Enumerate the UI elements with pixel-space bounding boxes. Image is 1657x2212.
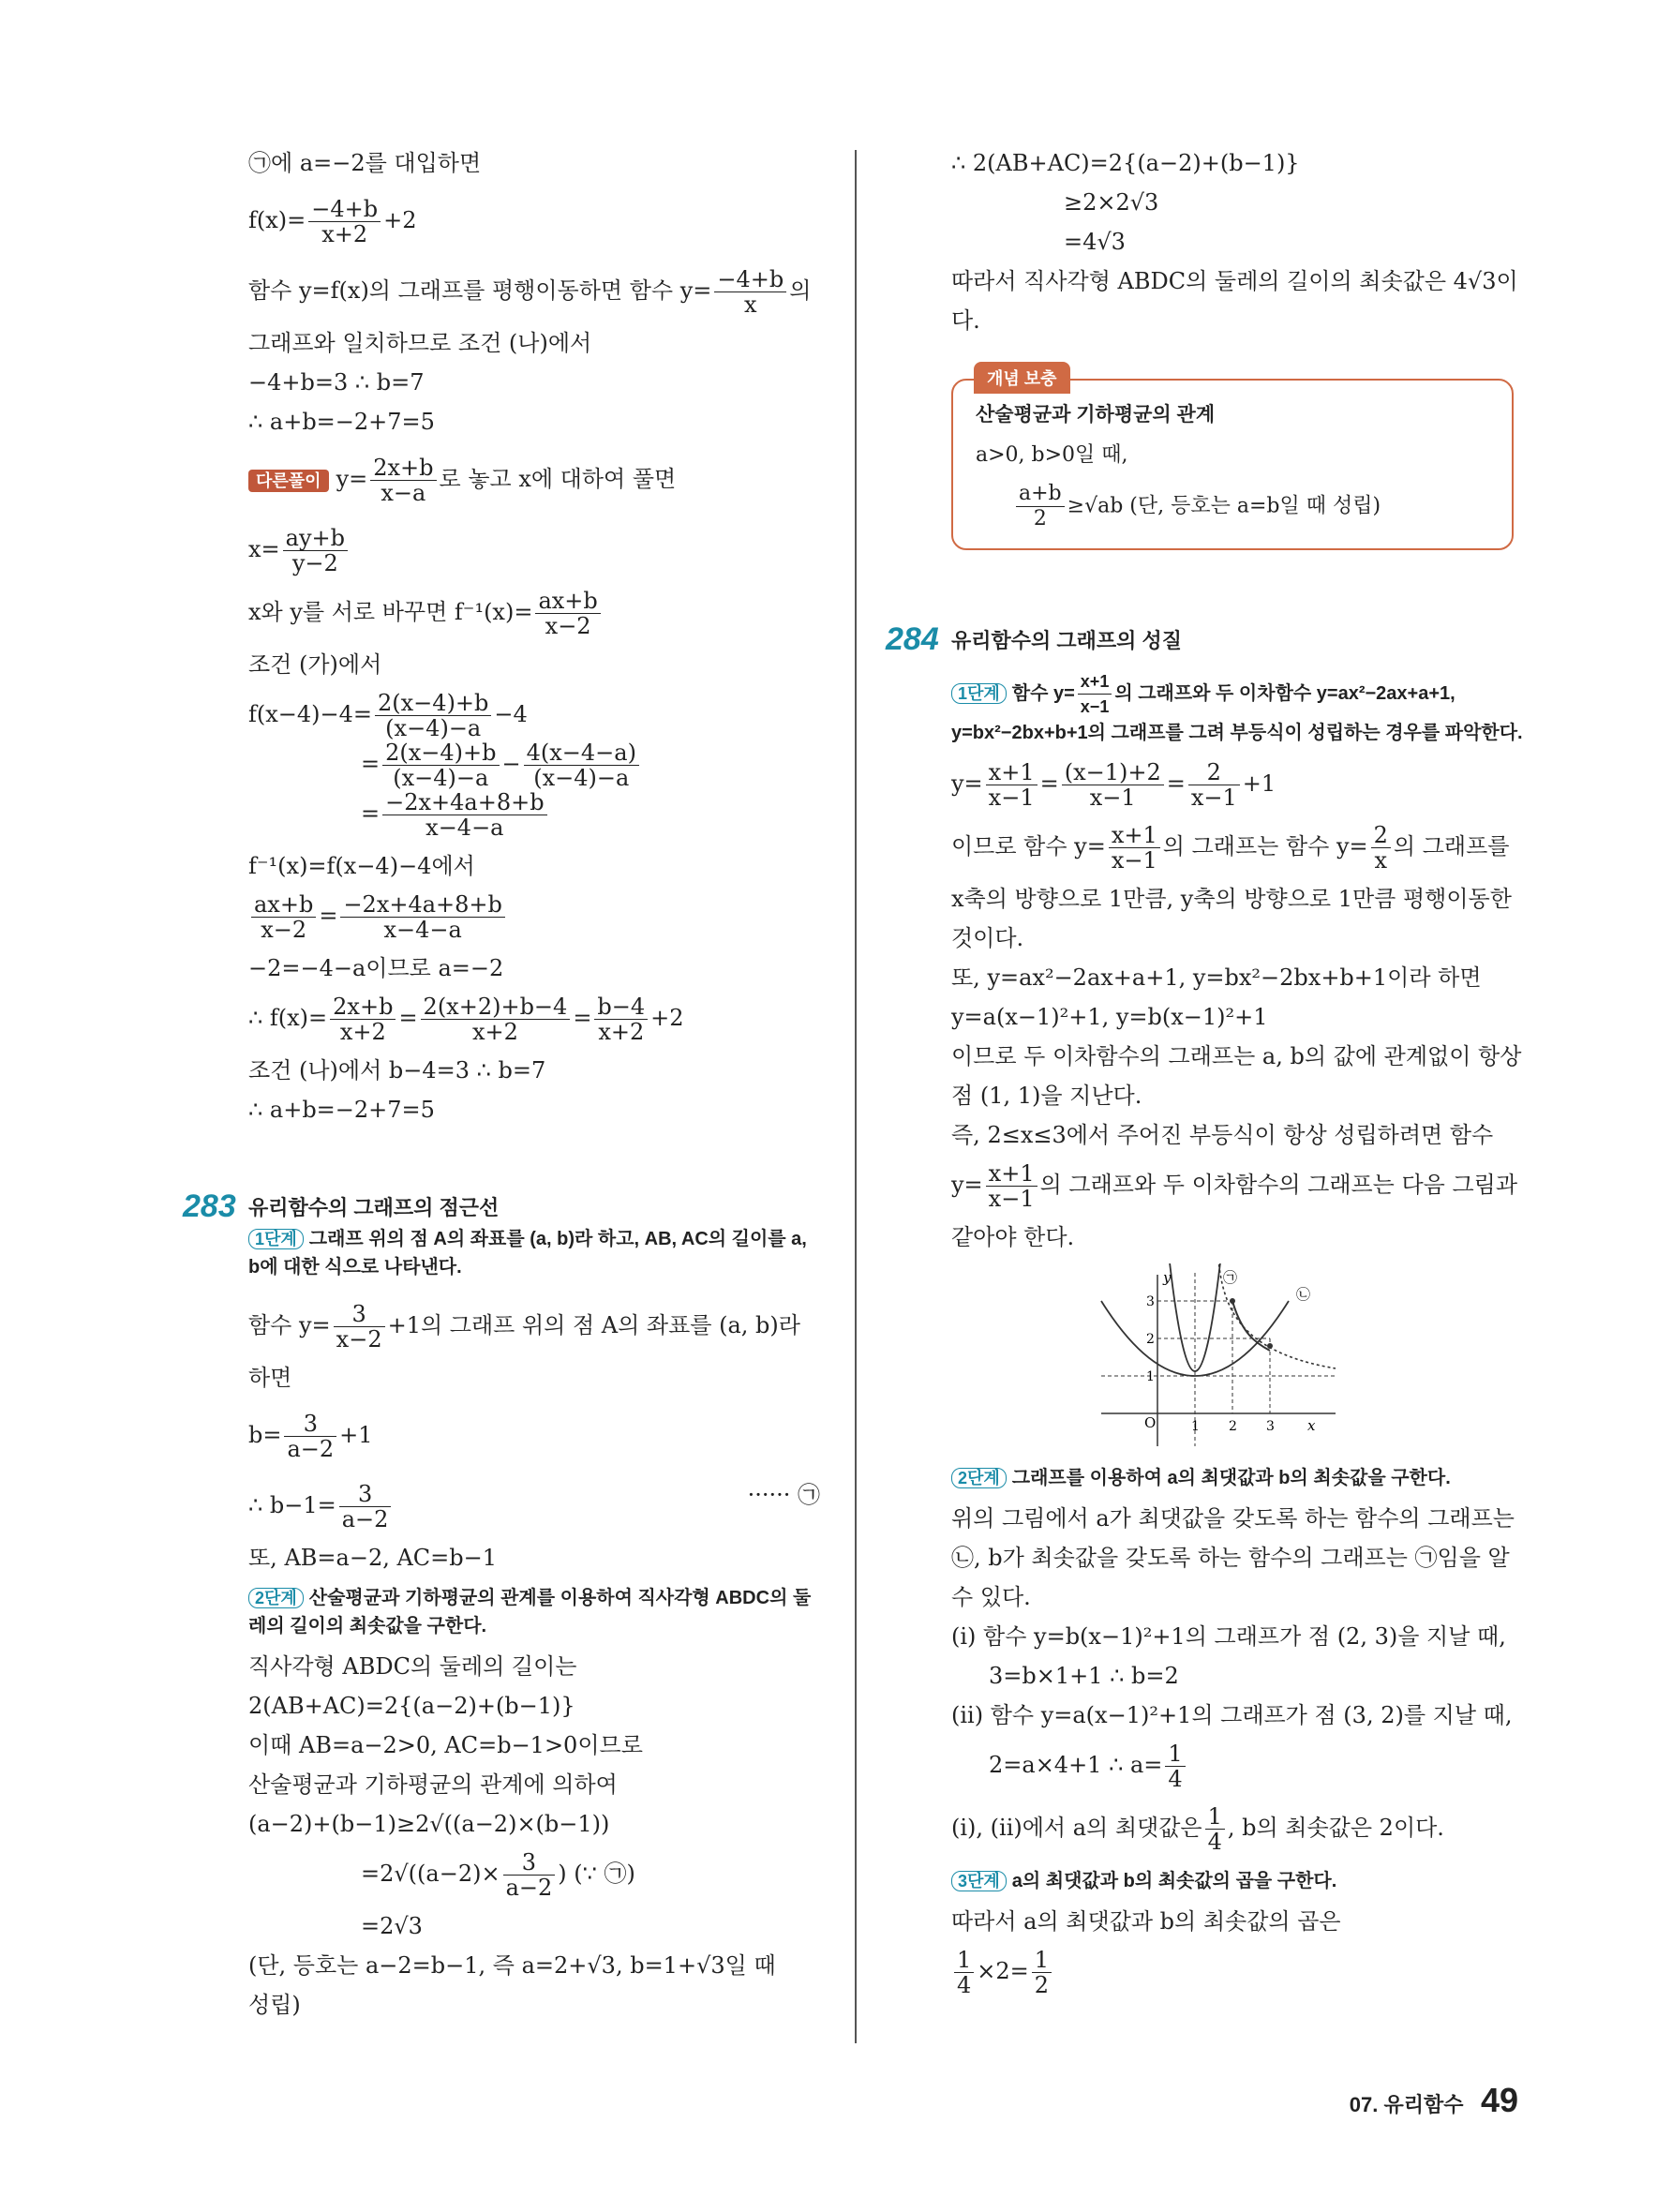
- equation: ∴ f(x)= $\frac{2x+b}{x+2}$ = $\frac{2(x+2)+b-4}{x+2}$ = $\frac{b-4}{x+2}$ +2: [248, 994, 684, 1045]
- equation: −4+b=3 ∴ b=7: [248, 369, 425, 396]
- x-axis-label: x: [1307, 1417, 1316, 1434]
- step-badge: 1단계: [248, 1229, 304, 1249]
- equation: ∴ b−1= $\frac{3}{a-2}$ ······ ㉠: [248, 1481, 820, 1532]
- tick-label: 3: [1146, 1294, 1155, 1309]
- equation: 조건 (나)에서 b−4=3 ∴ b=7: [248, 1057, 546, 1084]
- fraction: $\frac{(x-1)+2}{x-1}$: [1062, 760, 1164, 810]
- text-line: 위의 그림에서 a가 최댓값을 갖도록 하는 함수의 그래프는: [951, 1505, 1515, 1532]
- curve-label: ㉠: [1223, 1269, 1238, 1286]
- step-badge: 2단계: [951, 1468, 1007, 1488]
- fraction: $\frac{2}{x}$: [1371, 823, 1391, 873]
- concept-box: [951, 369, 1514, 550]
- text-line: 함수 y= $\frac{3}{x-2}$ +1의 그래프 위의 점 A의 좌표를 (a, b)라: [248, 1301, 800, 1353]
- equation: =2√((a−2)× $\frac{3}{a-2}$ ) (∵ ㉠): [361, 1849, 635, 1901]
- curve-label: ㉡: [1296, 1286, 1311, 1303]
- fraction: $\frac{2x+b}{x-a}$: [370, 456, 436, 505]
- fraction: $\frac{2}{x-1}$: [1188, 760, 1240, 810]
- equation: f⁻¹(x)=f(x−4)−4에서: [248, 853, 475, 879]
- fraction: $\frac{3}{x-2}$: [334, 1302, 385, 1352]
- equation: =4√3: [1064, 229, 1126, 255]
- fraction: $\frac{-4+b}{x+2}$: [308, 197, 381, 247]
- fraction: $\frac{x+1}{x-1}$: [986, 760, 1037, 810]
- fraction: $\frac{3}{a-2}$: [284, 1412, 336, 1461]
- equation: = $\frac{-2x+4a+8+b}{x-4-a}$: [248, 790, 820, 840]
- left-column: [183, 150, 820, 2018]
- equation: 2(AB+AC)=2{(a−2)+(b−1)}: [248, 1693, 575, 1719]
- fraction: $\frac{x+1}{x-1}$: [1109, 823, 1160, 873]
- problem-header-283: [183, 1188, 820, 1225]
- fraction: $\frac{ax+b}{x-2}$: [535, 589, 600, 638]
- equation: (a−2)+(b−1)≥2√((a−2)×(b−1)): [248, 1811, 610, 1837]
- equation: =2√3: [361, 1913, 423, 1939]
- equation: $\frac{ax+b}{x-2}$ = $\frac{-2x+4a+8+b}{x-4-a}$: [248, 892, 820, 942]
- alt-solution-badge: 다른풀이: [248, 470, 329, 492]
- tick-label: 3: [1266, 1419, 1275, 1434]
- fraction: $\frac{3}{a-2}$: [503, 1850, 556, 1900]
- tick-label: 1: [1191, 1419, 1200, 1434]
- tick-label: 2: [1146, 1332, 1155, 1347]
- fraction: $\frac{-2x+4a+8+b}{x-4-a}$: [382, 790, 546, 840]
- text-line: y= $\frac{x+1}{x-1}$ 의 그래프와 두 이차함수의 그래프는 다음 그림과: [951, 1160, 1518, 1212]
- fraction: $\frac{a+b}{2}$: [1016, 482, 1065, 531]
- fraction: $\frac{ay+b}{y-2}$: [283, 526, 348, 575]
- step-3: 3단계 a의 최댓값과 b의 최솟값의 곱을 구한다.: [951, 1867, 1532, 1895]
- text-line: 그래프와 일치하므로 조건 (나)에서: [248, 330, 592, 356]
- y-axis-label: y: [1163, 1269, 1172, 1286]
- text-line: (ii) 함수 y=a(x−1)²+1의 그래프가 점 (3, 2)를 지날 때,: [951, 1702, 1513, 1728]
- fraction: $\frac{1}{4}$: [1205, 1804, 1225, 1854]
- text-line: (i) 함수 y=b(x−1)²+1의 그래프가 점 (2, 3)을 지날 때,: [951, 1623, 1506, 1650]
- problem-number: 284: [886, 621, 939, 657]
- fraction: $\frac{x+1}{x-1}$: [1078, 669, 1112, 719]
- fraction: $\frac{b-4}{x+2}$: [594, 994, 648, 1044]
- concept-tab: 개념 보충: [974, 362, 1070, 394]
- text-line: 조건 (가)에서: [248, 651, 382, 678]
- page-number: 49: [1480, 2081, 1518, 2119]
- fraction: $\frac{2(x-4)+b}{(x-4)-a}$: [375, 691, 491, 740]
- point: [1267, 1343, 1273, 1349]
- chapter-label: 07. 유리함수: [1349, 2093, 1464, 2116]
- equation: 2=a×4+1 ∴ a= $\frac{1}{4}$: [951, 1741, 1532, 1791]
- fraction: $\frac{2x+b}{x+2}$: [330, 994, 396, 1044]
- step-1: 1단계 함수 y= $\frac{x+1}{x-1}$ 의 그래프와 두 이차함수 y=ax²−2ax+a+1, y=bx²−2bx+b+1의 그래프를 그려 부등식이 성립하는 경우를 파악한다.: [951, 669, 1532, 747]
- equation: = $\frac{2(x-4)+b}{(x-4)-a}$ − $\frac{4(x-4-a)}{(x-4)-a}$: [248, 740, 820, 790]
- text-line: 하면: [248, 1365, 292, 1391]
- text-line: 산술평균과 기하평균의 관계에 의하여: [248, 1771, 618, 1798]
- hyperbola-curve: [1232, 1301, 1270, 1351]
- equation: ∴ a+b=−2+7=5: [248, 409, 435, 435]
- step-badge: 3단계: [951, 1871, 1007, 1891]
- text-line: 수 있다.: [951, 1584, 1031, 1610]
- equation: y= $\frac{x+1}{x-1}$ = $\frac{(x-1)+2}{x-1}$ = $\frac{2}{x-1}$ +1: [951, 759, 1276, 811]
- alt-solution-line: 다른풀이 y= $\frac{2x+b}{x-a}$ 로 놓고 x에 대하여 풀면: [248, 456, 820, 505]
- equation: $\frac{1}{4}$ ×2= $\frac{1}{2}$: [951, 1948, 1532, 1997]
- text-line: (i), (ii)에서 a의 최댓값은 $\frac{1}{4}$ , b의 최솟값은 2이다.: [951, 1803, 1444, 1855]
- equation: b= $\frac{3}{a-2}$ +1: [248, 1411, 373, 1462]
- graph-figure: [1082, 1263, 1345, 1451]
- fraction: $\frac{2(x-4)+b}{(x-4)-a}$: [382, 740, 499, 790]
- tick-label: 2: [1229, 1419, 1237, 1434]
- text-line: a>0, b>0일 때,: [976, 443, 1128, 467]
- equation-mark: ······ ㉠: [747, 1482, 820, 1508]
- text-line: 함수 y=f(x)의 그래프를 평행이동하면 함수 y= $\frac{-4+b}{x}$ 의: [248, 266, 812, 318]
- equation: x= $\frac{ay+b}{y-2}$: [248, 526, 820, 575]
- problem-title: 유리함수의 그래프의 점근선: [248, 1196, 500, 1219]
- text-line: 것이다.: [951, 925, 1024, 951]
- text-line: 따라서 직사각형 ABDC의 둘레의 길이의 최솟값은 4√3이: [951, 268, 1518, 294]
- text-line: ㉡, b가 최솟값을 갖도록 하는 함수의 그래프는 ㉠임을 알: [951, 1545, 1510, 1571]
- text-line: x와 y를 서로 바꾸면 f⁻¹(x)= $\frac{ax+b}{x-2}$: [248, 589, 820, 638]
- page-footer: [1350, 2081, 1518, 2120]
- text-line: 이므로 두 이차함수의 그래프는 a, b의 값에 관계없이 항상: [951, 1043, 1522, 1069]
- point: [1230, 1298, 1235, 1304]
- fraction: $\frac{1}{2}$: [1032, 1948, 1052, 1997]
- tick-label: 1: [1146, 1369, 1155, 1384]
- equation: f(x−4)−4= $\frac{2(x-4)+b}{(x-4)-a}$ −4: [248, 690, 528, 741]
- equation: ≥2×2√3: [1064, 189, 1159, 216]
- right-column: [886, 150, 1532, 1998]
- text-line: 이때 AB=a−2>0, AC=b−1>0이므로: [248, 1732, 643, 1758]
- problem-number: 283: [183, 1188, 236, 1224]
- equation: $\frac{a+b}{2}$ ≥√ab (단, 등호는 a=b일 때 성립): [976, 482, 1489, 531]
- fraction: $\frac{ax+b}{x-2}$: [251, 892, 316, 942]
- text-line: 이므로 함수 y= $\frac{x+1}{x-1}$ 의 그래프는 함수 y= $\frac{2}{x}$ 의 그래프를: [951, 822, 1510, 874]
- text-line: 직사각형 ABDC의 둘레의 길이는: [248, 1653, 577, 1680]
- fraction: $\frac{4(x-4-a)}{(x-4)-a}$: [524, 740, 639, 790]
- text-line: 따라서 a의 최댓값과 b의 최솟값의 곱은: [951, 1908, 1341, 1935]
- problem-title: 유리함수의 그래프의 성질: [951, 629, 1182, 652]
- step-2: 2단계 산술평균과 기하평균의 관계를 이용하여 직사각형 ABDC의 둘레의 길이의 최솟값을 구한다.: [248, 1588, 812, 1637]
- equation: ∴ a+b=−2+7=5: [248, 1097, 435, 1123]
- text-line: (단, 등호는 a−2=b−1, 즉 a=2+√3, b=1+√3일 때: [248, 1952, 776, 1979]
- text-line: ㉠에 a=−2를 대입하면: [248, 150, 482, 176]
- column-divider: [855, 150, 857, 2043]
- equation: ∴ 2(AB+AC)=2{(a−2)+(b−1)}: [951, 150, 1300, 176]
- text-line: 다.: [951, 307, 980, 334]
- concept-title: 산술평균과 기하평균의 관계: [976, 404, 1216, 426]
- fraction: $\frac{1}{4}$: [1165, 1741, 1185, 1791]
- text-line: 또, y=ax²−2ax+a+1, y=bx²−2bx+b+1이라 하면: [951, 964, 1482, 991]
- equation: 3=b×1+1 ∴ b=2: [989, 1663, 1179, 1689]
- text-line: 같아야 한다.: [951, 1224, 1075, 1250]
- fraction: $\frac{3}{a-2}$: [339, 1482, 392, 1532]
- text-line: 점 (1, 1)을 지난다.: [951, 1083, 1142, 1109]
- fraction: $\frac{-2x+4a+8+b}{x-4-a}$: [340, 892, 504, 942]
- equation: −2=−4−a이므로 a=−2: [248, 955, 504, 981]
- step-badge: 1단계: [951, 683, 1007, 704]
- fraction: $\frac{-4+b}{x}$: [714, 267, 786, 317]
- step-badge: 2단계: [248, 1588, 304, 1608]
- equation: f(x)= $\frac{-4+b}{x+2}$ +2: [248, 196, 417, 247]
- fraction: $\frac{1}{4}$: [954, 1948, 974, 1997]
- equation: 또, AB=a−2, AC=b−1: [248, 1545, 498, 1571]
- step-1: 1단계 그래프 위의 점 A의 좌표를 (a, b)라 하고, AB, AC의 길이를 a, b에 대한 식으로 나타낸다.: [248, 1229, 807, 1278]
- text-line: x축의 방향으로 1만큼, y축의 방향으로 1만큼 평행이동한: [951, 886, 1512, 912]
- problem-header-284: [886, 621, 1532, 658]
- step-2: 2단계 그래프를 이용하여 a의 최댓값과 b의 최솟값을 구한다.: [951, 1464, 1532, 1492]
- origin-label: O: [1144, 1414, 1157, 1431]
- text-line: 즉, 2≤x≤3에서 주어진 부등식이 항상 성립하려면 함수: [951, 1122, 1494, 1148]
- fraction: $\frac{2(x+2)+b-4}{x+2}$: [421, 994, 571, 1044]
- fraction: $\frac{x+1}{x-1}$: [986, 1161, 1037, 1211]
- text-line: 성립): [248, 1992, 301, 2018]
- equation: y=a(x−1)²+1, y=b(x−1)²+1: [951, 1004, 1268, 1030]
